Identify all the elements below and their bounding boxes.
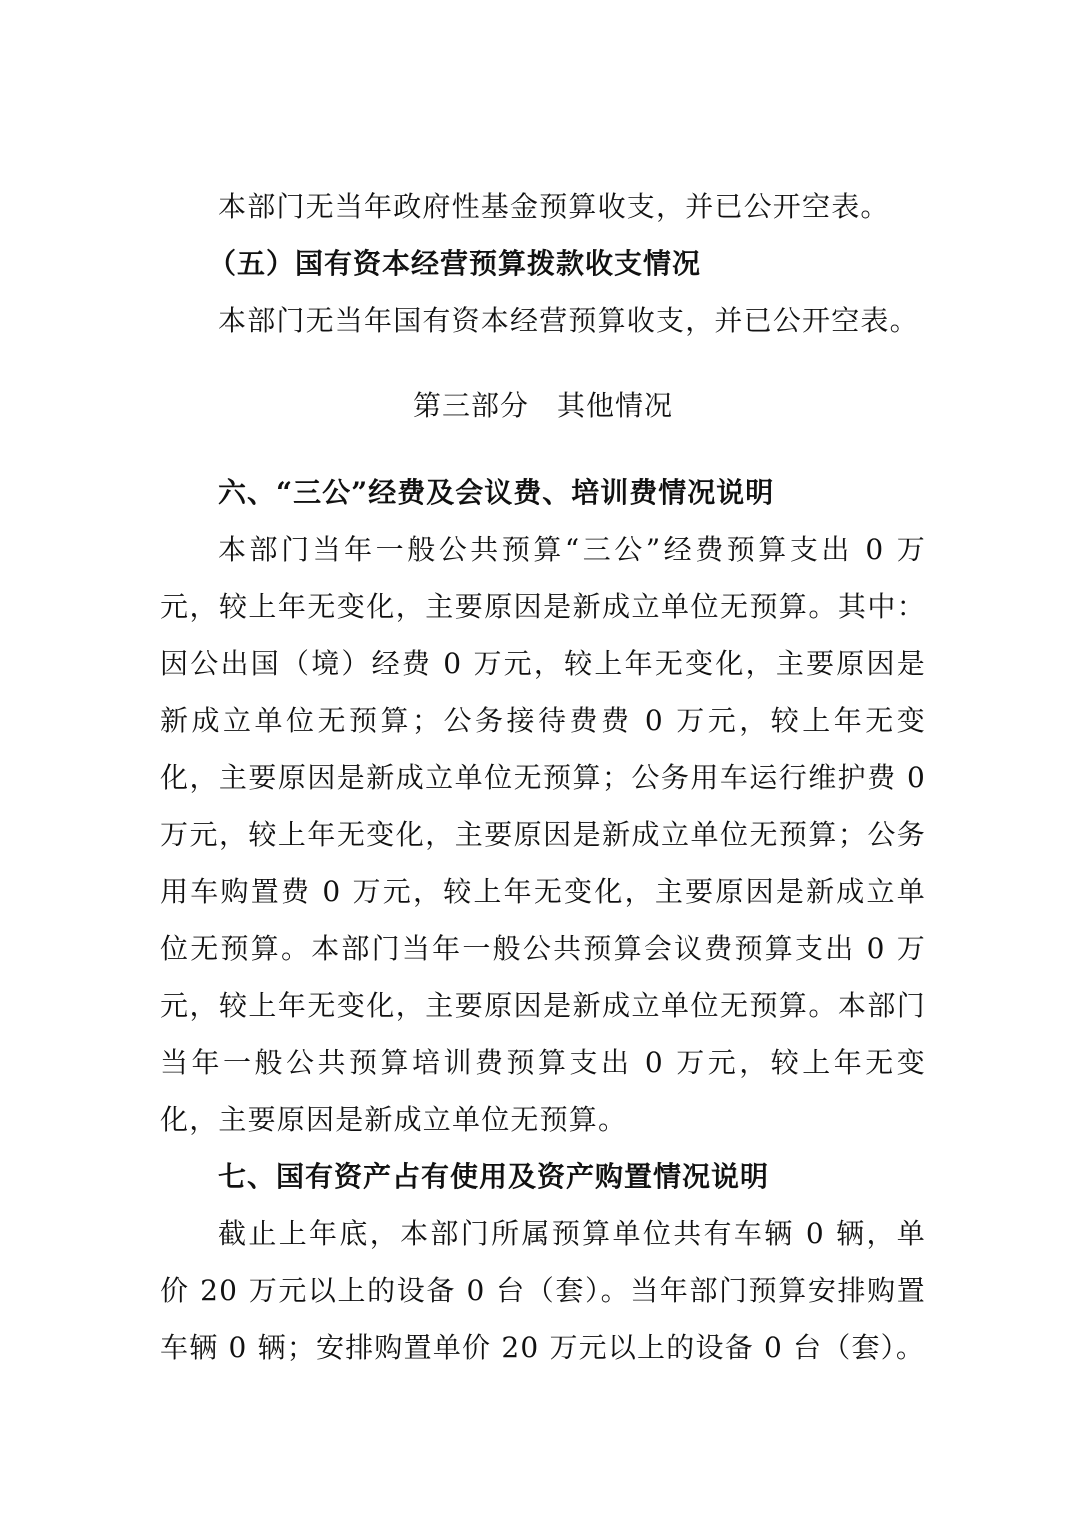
heading-state-assets: 七、国有资产占有使用及资产购置情况说明 [218, 1160, 770, 1193]
part-three-name: 其他情况 [557, 389, 674, 422]
part-three-number: 第三部分 [412, 389, 529, 422]
paragraph-gov-fund: 本部门无当年政府性基金预算收支，并已公开空表。 [218, 190, 890, 223]
document-page [160, 178, 926, 1376]
heading-state-capital: （五）国有资本经营预算拨款收支情况 [208, 247, 702, 280]
paragraph-state-capital: 本部门无当年国有资本经营预算收支，并已公开空表。 [218, 304, 919, 337]
paragraph-state-assets: 截止上年底，本部门所属预算单位共有车辆 0 辆，单价 20 万元以上的设备 0 台（套）。当年部门预算安排购置车辆 0 辆；安排购置单价 20 万元以上的设备 0 台（套）。 [160, 1217, 926, 1364]
heading-three-public-expenses: 六、“三公”经费及会议费、培训费情况说明 [218, 476, 775, 509]
paragraph-three-public-expenses: 本部门当年一般公共预算“三公”经费预算支出 0 万元，较上年无变化，主要原因是新成立单位无预算。其中：因公出国（境）经费 0 万元，较上年无变化，主要原因是新成立单位无预算；公务接待费费 0 万元，较上年无变化，主要原因是新成立单位无预算；公务用车运行维护费 0 万元，较上年无变化，主要原因是新成立单位无预算；公务用车购置费 0 万元，较上年无变化，主要原因是新成立单位无预算。本部门当年一般公共预算会议费预算支出 0 万元，较上年无变化，主要原因是新成立单位无预算。本部门当年一般公共预算培训费预算支出 0 万元，较上年无变化，主要原因是新成立单位无预算。 [160, 533, 926, 1136]
part-three-title [160, 349, 926, 464]
